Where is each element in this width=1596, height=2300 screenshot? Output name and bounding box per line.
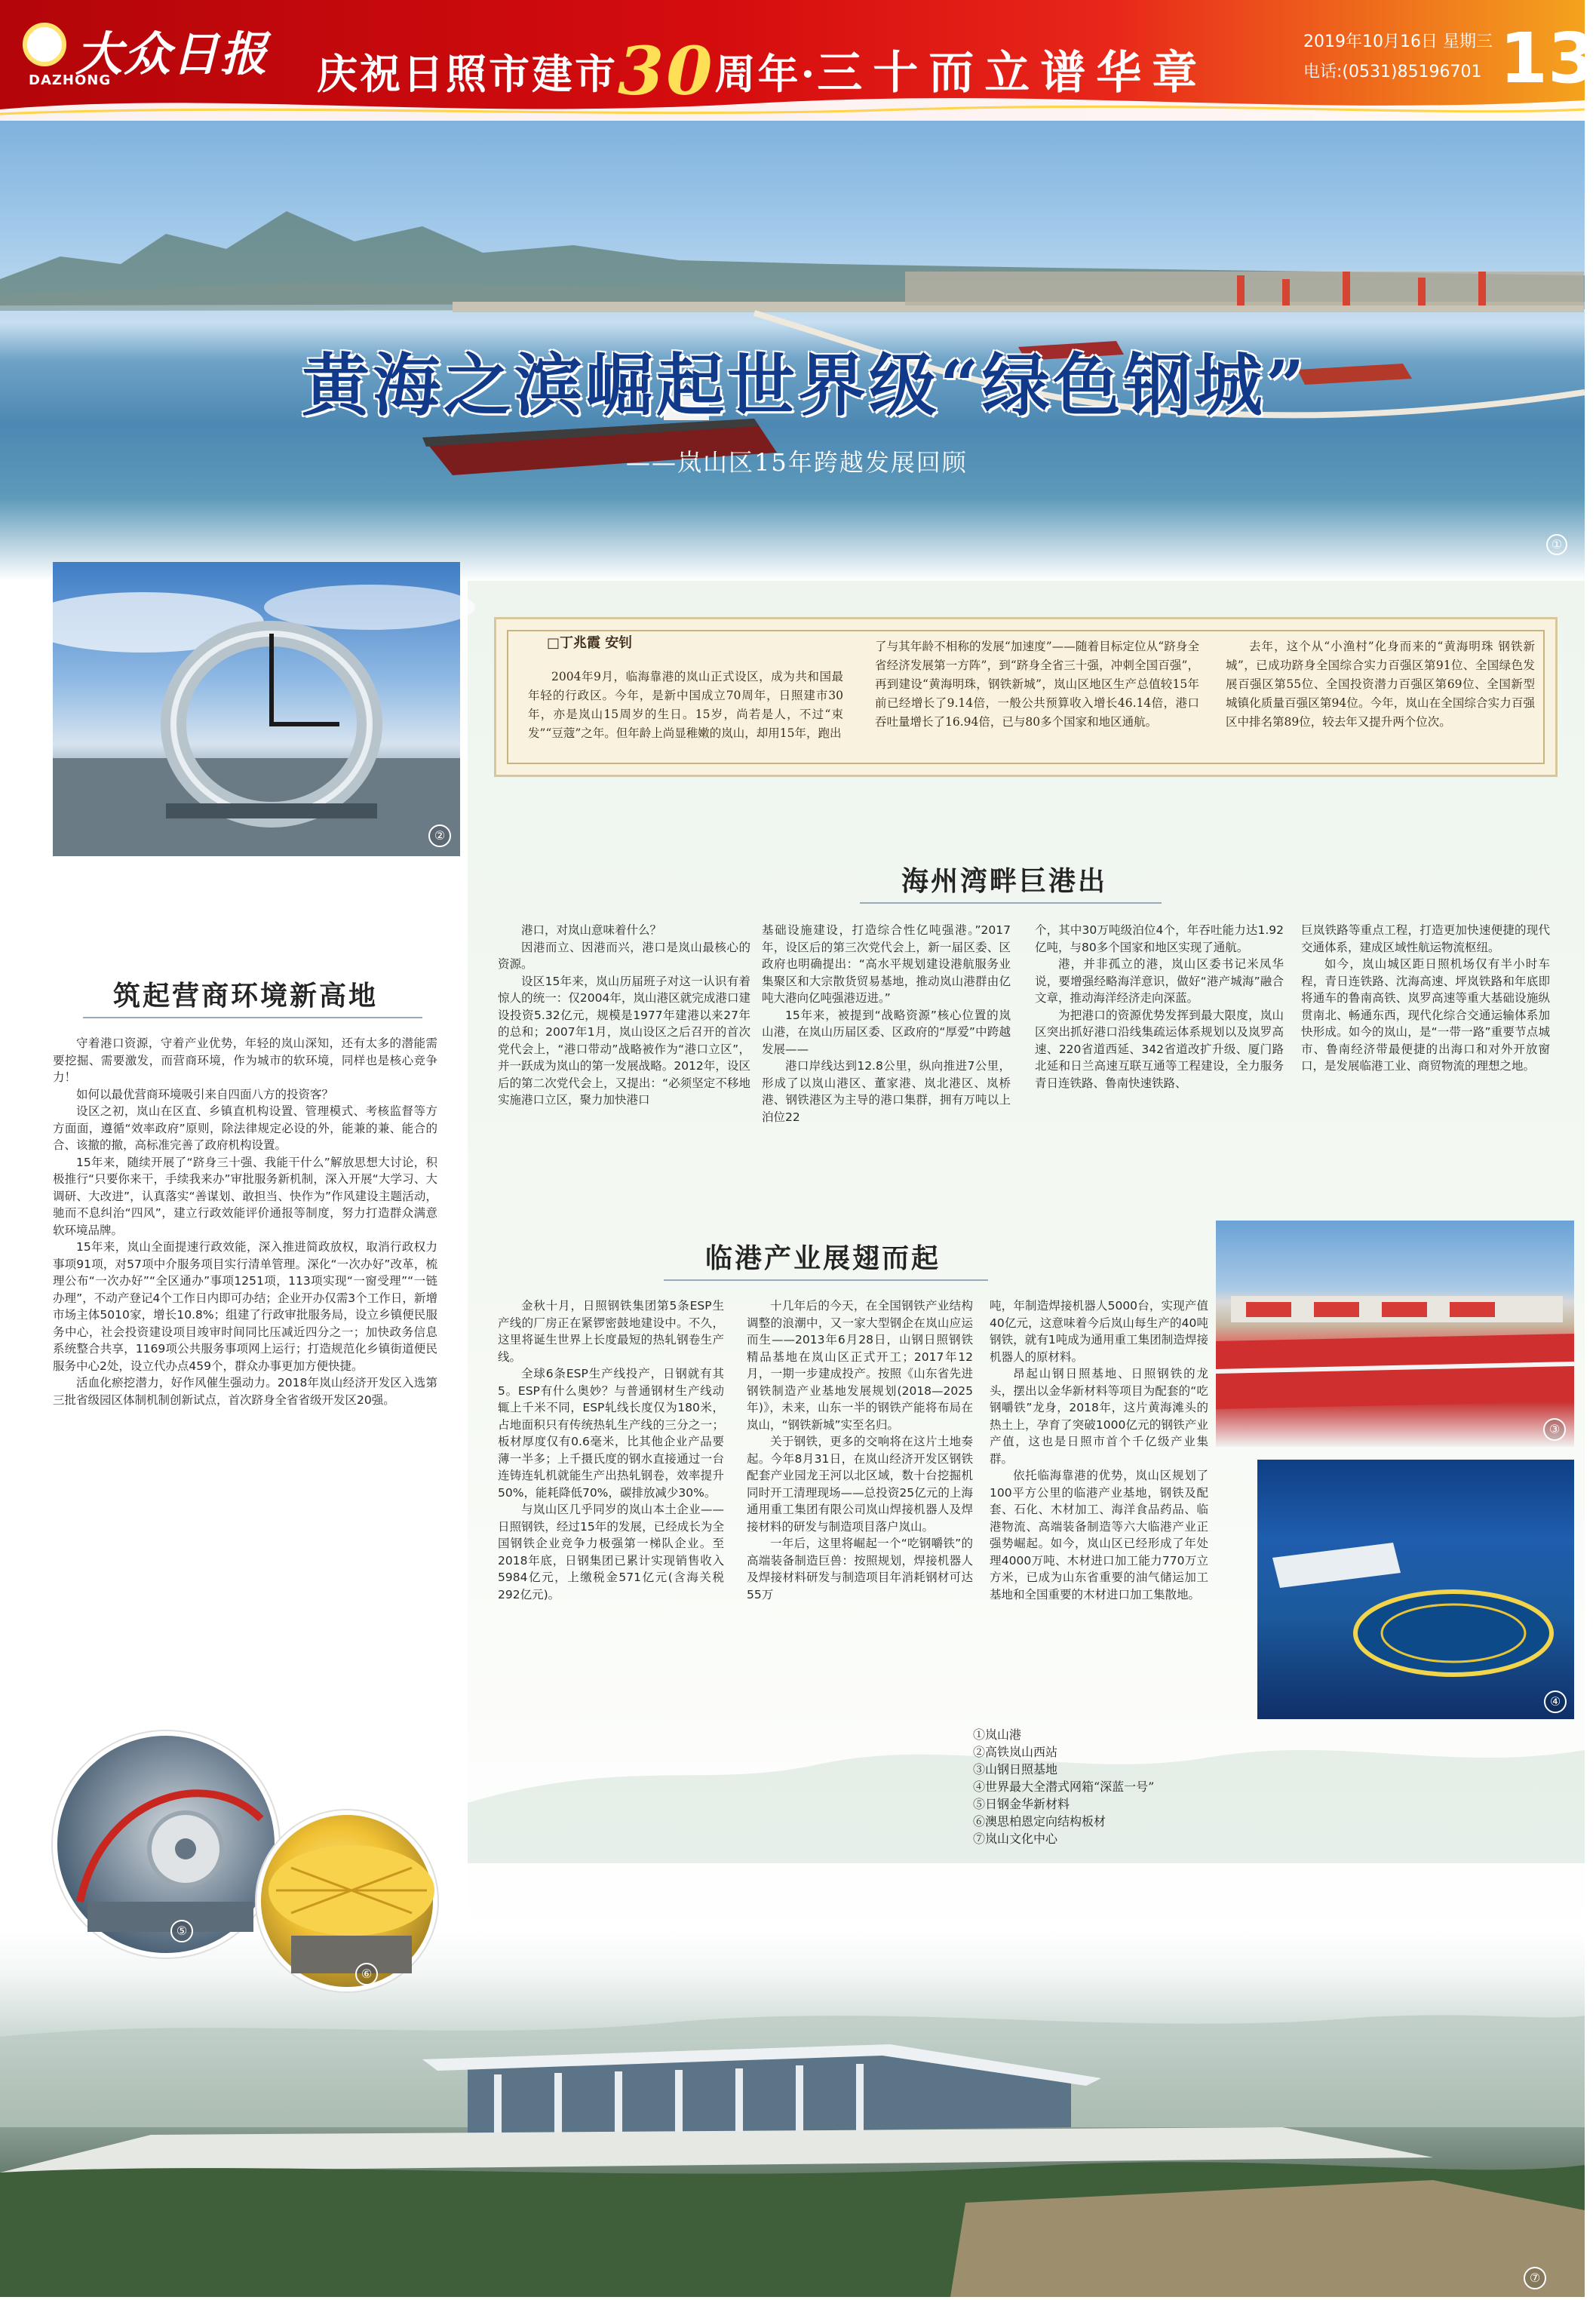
paragraph: 关于钢铁，更多的交响将在这片土地奏起。今年8月31日，在岚山经济开发区钢铁配套产业园龙王河以北区域，数十台挖掘机同时开工清理现场——总投资25亿元的上海通用重工集团有限公司岚山焊接机器人及焊接材料的研发与制造项目落户岚山。 — [747, 1435, 973, 1534]
photo-number-badge: ③ — [1543, 1418, 1566, 1441]
photo-steel-base — [1216, 1221, 1574, 1447]
factory-illustration — [1216, 1221, 1574, 1447]
paragraph: 昂起山钢日照基地、日照钢铁的龙头，摆出以金华新材料等项目为配套的“吃钢嚼铁”龙身，2018年，这片黄海滩头的热土上，孕育了突破1000亿元的钢铁产业产值，这也是日照市首个千亿级产业集群。 — [990, 1367, 1208, 1466]
page-headline: 黄海之滨崛起世界级“绿色钢城” — [302, 345, 1308, 425]
paragraph: 设区之初，岚山在区直、乡镇直机构设置、管理模式、考核监督等方方面面，遵循“效率政府”原则，除法律规定必设的外，能兼的兼、能合的合、该撤的撤，高标准完善了政府机构设置。 — [53, 1104, 437, 1152]
page-subheadline: ——岚山区15年跨越发展回顾 — [626, 448, 968, 477]
paragraph: 港，并非孤立的港，岚山区委书记米凤华说，要增强经略海洋意识，做好“港产城海”融合文章，推动海洋经济走向深蓝。 — [1035, 957, 1284, 1005]
lead-column-1: 2004年9月，临海靠港的岚山正式设区，成为共和国最年轻的行政区。今年，是新中国成立70周年，日照建市30年，亦是岚山15周岁的生日。15岁，尚若是人，不过“束发”“豆蔻”之年。但年龄上尚显稚嫩的岚山，却用15年，跑出 — [528, 670, 843, 740]
photo-number-badge: ② — [428, 824, 451, 847]
paragraph: 依托临海靠港的优势，岚山区规划了100平方公里的临港产业基地，钢铁及配套、石化、木材加工、海洋食品药品、临港物流、高端装备制造等六大临港产业正强势崛起。如今，岚山区已经形成了年处理4000万吨、木材进口加工能力770万立方米，已成为山东省重要的油气储运加工基地和全国重要的木材进口加工集散地。 — [990, 1469, 1208, 1601]
paragraph: 守着港口资源，守着产业优势，年轻的岚山深知，还有太多的潜能需要挖掘、需要激发，而营商环境，作为城市的软环境，同样也是核心竞争力！ — [53, 1036, 437, 1084]
newspaper-logo-text: 大众日报 — [75, 26, 269, 81]
port-column-1 — [498, 922, 750, 1109]
banner-thirty: 30 — [618, 32, 715, 110]
photo-number-badge: ④ — [1544, 1690, 1567, 1713]
lead-column-2: 了与其年龄不相称的发展“加速度”——随着目标定位从“跻身全省经济发展第一方阵”，到“跻身全省三十强，冲刺全国百强”，再到建设“黄海明珠，钢铁新城”，岚山区地区生产总值较15年前已经增长了9.14倍，一般公共预算收入增长46.14倍，港口吞吐量增长了16.94倍，已与80多个国家和地区通航。 — [875, 640, 1199, 729]
issue-date: 2019年10月16日 星期三 — [1303, 32, 1493, 51]
paragraph: 15年来，随续开展了“跻身三十强、我能干什么”解放思想大讨论，积极推行“只要你来干，手续我来办”审批服务新机制，深入开展“大学习、大调研、大改进”，认真落实“善谋划、敢担当、快作为”作风建设主题活动，驰而不息纠治“四风”，建立行政效能评价通报等制度，努力打造群众满意软环境品牌。 — [53, 1155, 437, 1237]
anniversary-banner — [317, 32, 1208, 110]
section-rule — [664, 1279, 988, 1281]
paragraph: 巨岚铁路等重点工程，打造更加快速便捷的现代交通体系，建成区域性航运物流枢纽。 — [1301, 923, 1550, 954]
page-number: 13 — [1499, 18, 1596, 99]
photo-number-badge: ⑦ — [1524, 2267, 1546, 2289]
industry-column-3 — [990, 1297, 1208, 1603]
newspaper-logo-icon — [23, 23, 66, 66]
caption-item: ②高铁岚山西站 — [973, 1745, 1058, 1759]
banner-post: 周年· — [714, 50, 818, 98]
photo-offshore-fish-cage — [1257, 1460, 1574, 1719]
fish-cage-illustration — [1257, 1460, 1574, 1719]
caption-item: ①岚山港 — [973, 1727, 1022, 1742]
caption-item: ④世界最大全潜式网箱“深蓝一号” — [973, 1780, 1155, 1794]
paragraph: 设区15年来，岚山历届班子对这一认识有着惊人的统一：仅2004年，岚山港区就完成港口建设投资5.32亿元，规模是1977年建港以来27年的总和；2007年1月，岚山设区之后召开的首次党代会上，“港口带动”战略被作为“港口立区”，并一跃成为岚山的第一发展战略。2012年，设区后的第二次党代会上，又提出：“必须坚定不移地实施港口立区，聚力加快港口 — [498, 974, 750, 1107]
paragraph: 港口岸线达到12.8公里，纵向推进7公里，形成了以岚山港区、董家港、岚北港区、岚桥港、钢铁港区为主导的港口集群，拥有万吨以上泊位22 — [762, 1059, 1011, 1124]
paragraph: 与岚山区几乎同岁的岚山本土企业——日照钢铁，经过15年的发展，已经成长为全国钢铁企业竞争力极强第一梯队企业。至2018年底，日钢集团已累计实现销售收入5984亿元，上缴税金571亿元(含海关税292亿元)。 — [498, 1503, 724, 1601]
photo-culture-center — [0, 1931, 1585, 2297]
photo-number-badge: ⑥ — [355, 1963, 378, 1985]
paragraph: 吨，年制造焊接机器人5000台，实现产值40亿元，这意味着今后岚山每生产的40吨钢铁，就有1吨成为通用重工集团制造焊接机器人的原材料。 — [990, 1299, 1208, 1364]
industry-column-1 — [498, 1297, 724, 1603]
photo-jinhua-new-materials — [53, 1731, 279, 1958]
photo-highspeed-station — [53, 562, 460, 856]
section-rule — [860, 902, 1162, 904]
section-rule — [83, 1017, 422, 1018]
caption-item: ⑦岚山文化中心 — [973, 1832, 1058, 1846]
paragraph: 港口，对岚山意味着什么？ — [521, 923, 662, 937]
caption-item: ⑥澳思柏恩定向结构板材 — [973, 1814, 1106, 1829]
banner-pre: 庆祝日照市建市 — [317, 50, 618, 98]
business-article — [53, 1035, 437, 1408]
byline: □丁兆霞 安钊 — [547, 635, 633, 651]
contact-phone: 电话:(0531)85196701 — [1303, 63, 1482, 81]
culture-center-illustration — [0, 1931, 1585, 2297]
photo-captions — [973, 1726, 1154, 1847]
paragraph: 15年来，被提到“战略资源”核心位置的岚山港，在岚山历届区委、区政府的“厚爱”中跨越发展—— — [762, 1008, 1011, 1056]
caption-item: ③山钢日照基地 — [973, 1762, 1058, 1776]
section-title-business: 筑起营商环境新高地 — [113, 980, 379, 1012]
board-machine-illustration — [261, 1815, 442, 1996]
paragraph: 如何以最优营商环境吸引来自四面八方的投资客？ — [76, 1087, 334, 1101]
paragraph: 基础设施建设，打造综合性亿吨强港。”2017年，设区后的第三次党代会上，新一届区委、区政府也明确提出：“高水平规划建设港航服务业集聚区和大宗散货贸易基地，推动岚山港群由亿吨大港向亿吨强港迈进。” — [762, 923, 1011, 1005]
port-column-2 — [762, 922, 1011, 1125]
banner-slogan: 三十而立谱华章 — [817, 47, 1208, 100]
paragraph: 为把港口的资源优势发挥到最大限度，岚山区突出抓好港口沿线集疏运体系规划以及岚罗高速、220省道西延、342省道改扩升级、厦门路北延和日兰高速互联互通等工程建设，全力服务青日连铁路、鲁南快速铁路、 — [1035, 1008, 1284, 1090]
paragraph: 15年来，岚山全面提速行政效能，深入推进简政放权，取消行政权力事项91项，对57项中介服务项目实行清单管理。深化“一次办好”改革，梳理公布“一次办好”“全区通办”事项1251项，113项实现“一窗受理”“一链办理”，不动产登记4个工作日内即可办结；企业开办仅需3个工作日，新增市场主体5010家，增长10.8%；组建了行政审批服务局，设立乡镇便民服务中心，社会投资建设项目竣审时间同比压减近四分之一；加快政务信息系统整合共享，1169项公共服务事项网上运行；打造规范化乡镇街道便民服务中心2处，设立代办点459个，群众办事更加方便快捷。 — [53, 1240, 437, 1373]
sculpture-illustration — [53, 562, 460, 856]
photo-number-badge: ⑤ — [170, 1920, 193, 1942]
photo-osb-board — [256, 1810, 437, 1991]
port-column-4 — [1301, 922, 1550, 1075]
newspaper-logo-sub: DAZHONG — [29, 72, 112, 88]
lead-column-3: 去年，这个从“小渔村”化身而来的“黄海明珠 钢铁新城”，已成功跻身全国综合实力百强区第91位、全国绿色发展百强区第55位、全国投资潜力百强区第69位、全国新型城镇化质量百强区第94位。今年，岚山在全国综合实力百强区中排名第89位，较去年又提升两个位次。 — [1226, 640, 1535, 729]
paragraph: 金秋十月，日照钢铁集团第5条ESP生产线的厂房正在紧锣密鼓地建设中。不久，这里将诞生世界上长度最短的热轧钢卷生产线。 — [498, 1299, 724, 1364]
caption-item: ⑤日钢金华新材料 — [973, 1797, 1070, 1811]
industry-column-2 — [747, 1297, 973, 1603]
photo-number-badge: ① — [1546, 534, 1567, 555]
paragraph: 一年后，这里将崛起一个“吃钢嚼铁”的高端装备制造巨兽：按照规划，焊接机器人及焊接材料研发与制造项目年消耗钢材可达55万 — [747, 1537, 973, 1601]
section-title-port: 海州湾畔巨港出 — [901, 865, 1108, 897]
paragraph: 全球6条ESP生产线投产，日钢就有其5。ESP有什么奥妙？与普通钢材生产线动辄上千米不同，ESP轧线长度仅为180米，占地面积只有传统热轧生产线的三分之一；板材厚度仅有0.6毫米，比其他企业产品要薄一半多；上千摄氏度的钢水直接通过一台连铸连轧机就能生产出热轧钢卷，效率提升50%，能耗降低70%，碳排放减少30%。 — [498, 1367, 724, 1500]
paragraph: 十几年后的今天，在全国钢铁产业结构调整的浪潮中，又一家大型钢企在岚山应运而生——2013年6月28日，山钢日照钢铁精品基地在岚山区正式开工；2017年12月，一期一步建成投产。按照《山东省先进钢铁制造产业基地发展规划(2018—2025年)》，未来，山东一半的钢铁产能将布局在岚山，“钢铁新城”实至名归。 — [747, 1299, 973, 1432]
paragraph: 如今，岚山城区距日照机场仅有半小时车程，青日连铁路、沈海高速、坪岚铁路和年底即将通车的鲁南高铁、岚罗高速等重大基础设施纵贯南北、畅通东西，现代化综合交通运输体系加快形成。如今的岚山，是“一带一路”重要节点城市、鲁南经济带最便捷的出海口和对外开放窗口，是发展临港工业、商贸物流的理想之地。 — [1301, 957, 1550, 1073]
port-column-3 — [1035, 922, 1284, 1092]
section-title-industry: 临港产业展翅而起 — [705, 1242, 941, 1274]
paragraph: 活血化瘀挖潜力，好作风催生强动力。2018年岚山经济开发区入选第三批省级园区体制机制创新试点，首次跻身全省省级开发区20强。 — [53, 1376, 437, 1407]
masthead-banner — [0, 0, 1596, 121]
paragraph: 因港而立、因港而兴，港口是岚山最核心的资源。 — [498, 940, 750, 971]
paragraph: 个，其中30万吨级泊位4个，年吞吐能力达1.92亿吨，与80多个国家和地区实现了通航。 — [1035, 923, 1284, 954]
